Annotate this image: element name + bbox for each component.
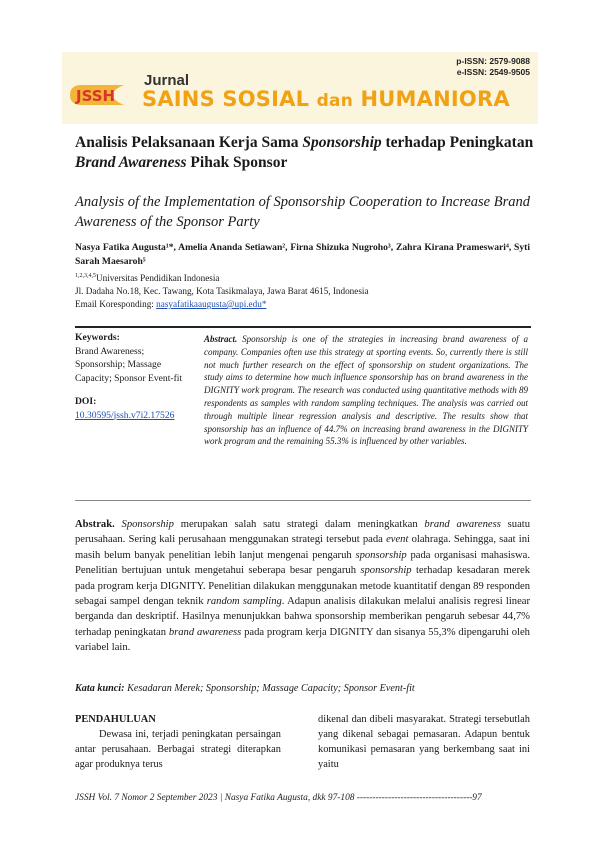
abstract-label: Abstract. (204, 334, 238, 344)
abstrak-italic: Sponsorship (121, 519, 174, 530)
abstract-text: Sponsorship is one of the strategies in increasing brand awareness of a company. Companies often use this strategy at sporting events. So, currently there is still not much further research on the effect of sponsorship on student organizations. The study aims to determine how much influence sponsorship has on brand awareness in the DIGNITY work program. The research was conducted using quantitative methods with 89 respondents as samples with random sampling techniques. The analysis was carried out through multiple linear regression analysis and descriptive. The results show that sponsorship has an influence of 44.7% on increasing brand awareness in the DIGNITY work program and the remaining 55.3% is influenced by other variables. (204, 334, 528, 447)
university (75, 270, 535, 285)
university-name: Universitas Pendidikan Indonesia (96, 273, 220, 284)
issn-block (456, 56, 530, 78)
body-column-left (75, 712, 281, 772)
title-part: Pihak Sponsor (186, 154, 288, 171)
abstrak-italic: sponsorship (355, 549, 407, 561)
abstrak-label: Abstrak. (75, 519, 115, 530)
journal-name-part-c: HUMANIORA (353, 87, 510, 111)
body-paragraph: Dewasa ini, terjadi peningkatan persaingan antar perusahaan. Berbagai strategi diterapkan agar produknya terus (75, 729, 281, 770)
abstrak-text: suatu perusahaan. Sering kali perusahaan menggunakan strategi tersebut pada (75, 519, 531, 546)
divider-thick (75, 326, 531, 328)
keywords-heading: Keywords: (75, 332, 120, 343)
abstrak-text: pada program kerja DIGNITY dan sisanya 55,3% dipengaruhi oleh variabel lain. (75, 626, 530, 654)
affiliation-sup: 1,2,3,4,5 (75, 273, 96, 279)
abstrak-italic: brand awareness (168, 626, 242, 638)
abstrak-text: merupakan salah satu strategi dalam meningkatkan (173, 519, 425, 530)
title-english: Analysis of the Implementation of Sponsorship Cooperation to Increase Brand Awareness of the Sponsor Party (75, 194, 530, 230)
abstrak-italic: sponsorship (360, 565, 412, 577)
abstrak-italic: brand awareness (424, 519, 501, 530)
abstrak-italic: random sampling (206, 596, 282, 608)
email-link[interactable]: nasyafatikaaugusta@upi.edu* (156, 299, 267, 310)
title-indonesian (75, 133, 535, 173)
address: Jl. Dadaha No.18, Kec. Tawang, Kota Tasikmalaya, Jawa Barat 4615, Indonesia (75, 286, 369, 297)
abstrak-italic: event (386, 534, 409, 546)
title-part-italic: Sponsorship (302, 134, 382, 151)
journal-name-part-a: SAINS SOSIAL (142, 87, 317, 111)
logo-text: JSSH (76, 87, 116, 105)
title-part: terhadap Peningkatan (381, 134, 534, 151)
title-part: Analisis Pelaksanaan Kerja Sama (75, 134, 303, 151)
kata-kunci (75, 683, 530, 694)
doi-link[interactable]: 10.30595/jssh.v7i2.17526 (75, 409, 175, 421)
keywords-box (75, 331, 195, 422)
p-issn: p-ISSN: 2579-9088 (456, 56, 530, 66)
abstrak-text: . Adapun analisis dilakukan melalui analisis regresi linear berganda dan deskriptif. Hasilnya menunjukkan bahwa sponsorship memberikan pengaruh sebesar 44,7% terhadap peningkatan (75, 596, 531, 638)
body-column-right: dikenal dan dibeli masyarakat. Strategi tersebutlah yang dikenal sebagai pemasaran. Adapun bentuk komunikasi pemasaran yang berkembang saat ini yaitu (318, 714, 530, 770)
title-part-italic: Brand Awareness (75, 154, 187, 171)
email-line (75, 298, 535, 311)
page-footer: JSSH Vol. 7 Nomor 2 September 2023 | Nasya Fatika Augusta, dkk 97-108 -------------------------------------97 (75, 793, 482, 803)
doi-heading: DOI: (75, 396, 97, 407)
e-issn: e-ISSN: 2549-9505 (456, 67, 530, 77)
abstrak-text: pada organisasi mahasiswa. Penelitian bertujuan untuk mengetahui seberapa besar pengaruh (75, 549, 530, 577)
journal-name-part-b: dan (316, 91, 354, 111)
journal-header (62, 52, 538, 124)
abstract-english (204, 333, 528, 448)
kata-kunci-label: Kata kunci: (75, 683, 125, 694)
section-heading: PENDAHULUAN (75, 714, 156, 725)
journal-name (142, 87, 510, 111)
email-label: Email Koresponding: (75, 299, 157, 310)
keywords-text: Brand Awareness; Sponsorship; Massage Capacity; Sponsor Event-fit (75, 345, 183, 384)
kata-kunci-text: Kesadaran Merek; Sponsorship; Massage Capacity; Sponsor Event-fit (124, 683, 415, 694)
affiliation-block (75, 270, 535, 311)
jurnal-label: Jurnal (144, 72, 190, 89)
abstrak-text: olahraga. Sehingga, saat ini masih belum banyak penelitian lebih lanjut mengenai pengaruh (75, 534, 530, 561)
abstrak-text: terhadap kesadaran merek pada program kerja DIGNITY. Penelitian dilakukan menggunakan metode kuantitatif dengan 89 responden sebagai sampel dengan teknik (75, 565, 531, 608)
author-list: Nasya Fatika Augusta¹*, Amelia Ananda Setiawan², Firna Shizuka Nugroho³, Zahra Kirana Prameswari⁴, Syti Sarah Maesaroh⁵ (75, 242, 530, 267)
divider-thin (75, 500, 531, 501)
abstract-indonesian (75, 517, 530, 656)
jssh-logo-icon (68, 82, 126, 108)
